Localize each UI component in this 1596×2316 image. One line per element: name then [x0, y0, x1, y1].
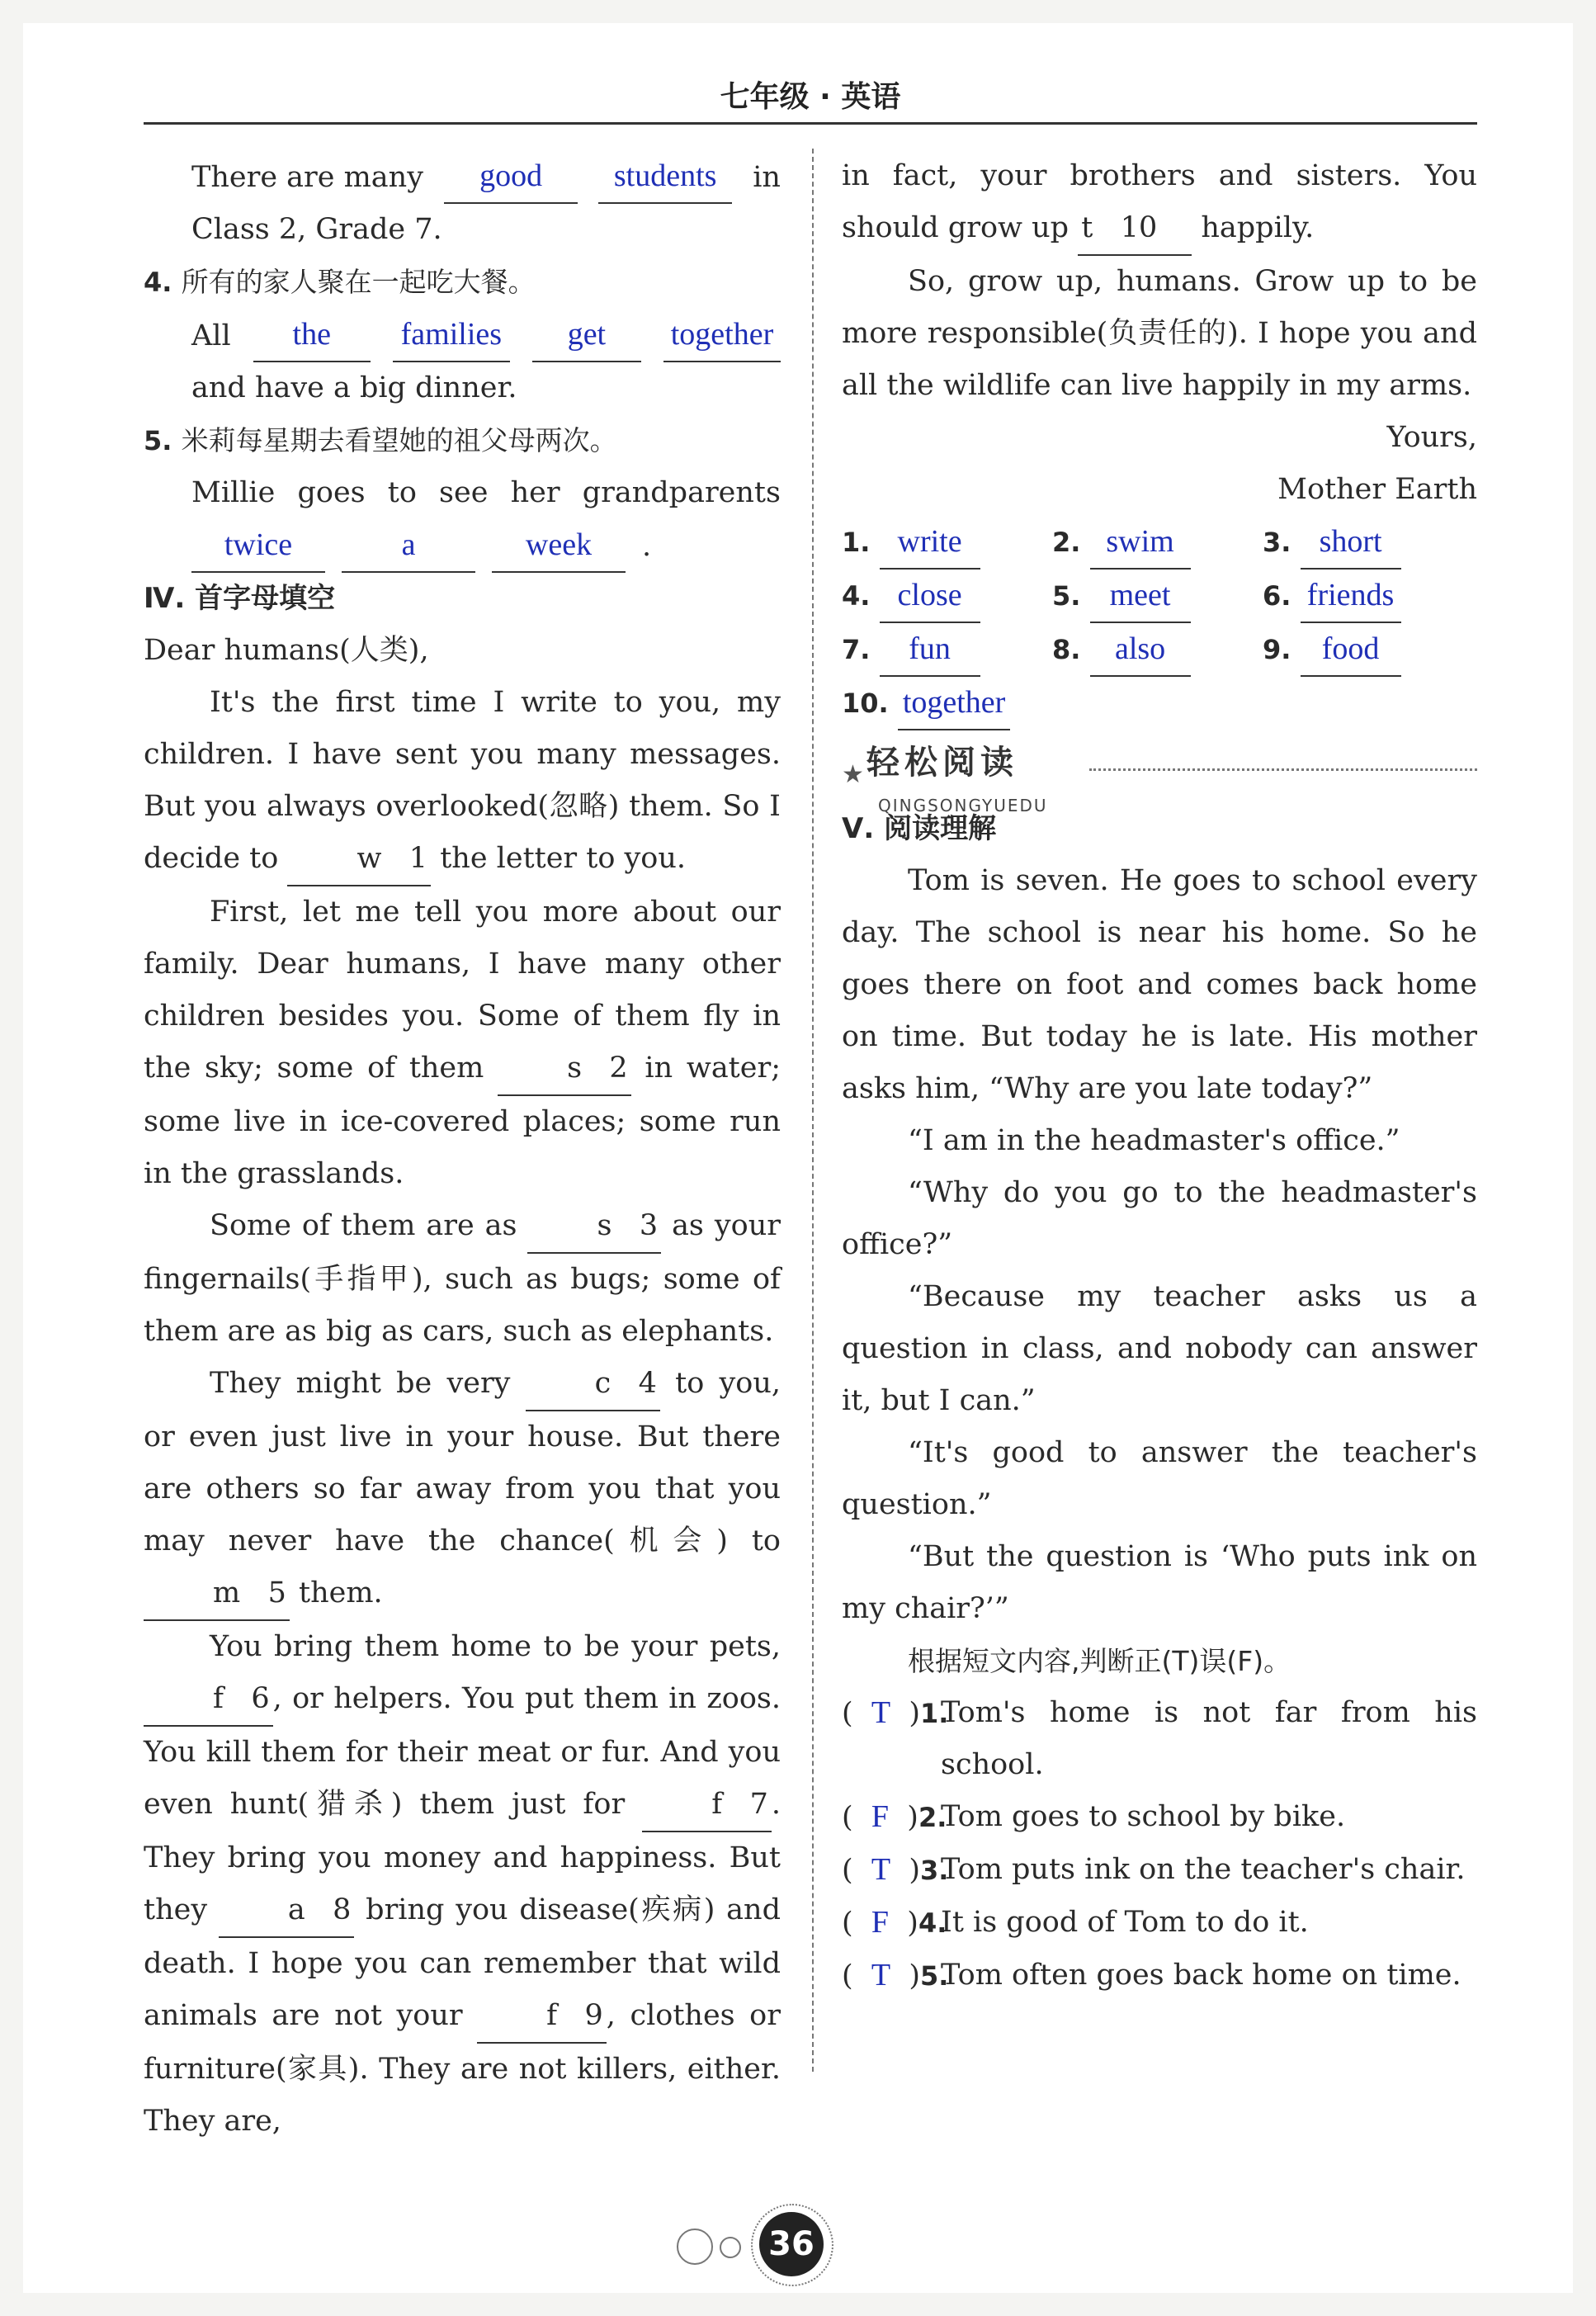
letter-para-1: It's the first time I write to you, my children. I have sent you many messages. But you always overlooked(忽略) them. So I decide to w 1 the letter to you.	[144, 677, 781, 886]
q4-end: and have a big dinner.	[191, 371, 517, 404]
letter-blank-5: m 5	[144, 1567, 290, 1621]
page-header	[144, 74, 1477, 125]
q3-line2: Class 2, Grade 7.	[191, 213, 442, 246]
answer-item: 7. fun	[842, 623, 1052, 677]
answer-blank: good	[444, 150, 578, 204]
story-para-4: “Because my teacher asks us a question in class, and nobody can answer it, but I can.”	[842, 1280, 1477, 1417]
letter-greeting: Dear humans(人类),	[144, 634, 429, 667]
page-number: 36	[759, 2212, 824, 2276]
letter-blank-7: f 7	[642, 1779, 772, 1832]
answer-item: 3. short	[1263, 516, 1477, 570]
answer-blank: students	[598, 150, 732, 204]
q5-line1: Millie goes to see her grandparents	[191, 476, 781, 509]
answer-item: 1. write	[842, 516, 1052, 570]
section-4-title: Ⅳ. 首字母填空	[144, 582, 336, 615]
column-divider	[812, 149, 814, 2072]
letter-blank-6: f 6	[144, 1673, 273, 1727]
q3-line: There are many good students in	[144, 150, 781, 204]
answer-item: 5. meet	[1052, 570, 1263, 623]
story-para-2: “I am in the headmaster's office.”	[908, 1124, 1400, 1157]
story-para-5: “It's good to answer the teacher's question.”	[842, 1436, 1477, 1521]
circle-decoration	[677, 2229, 713, 2265]
answer-blank: families	[393, 309, 510, 362]
q5-prompt: 5. 米莉每星期去看望她的祖父母两次。	[144, 424, 617, 456]
letter-para-5: You bring them home to be your pets, f 6 , or helpers. You put them in zoos. You kill them for their meat or fur. And you even hunt(猎杀) them just for f 7 . They bring you money and happiness. But they a 8 bring you disease(疾病) and death. I hope you can remember that wild animals are not your f 9 , clothes or furniture(家具). They are not killers, either. They are,	[144, 1630, 781, 2138]
story-para-1: Tom is seven. He goes to school every day. The school is near his home. So he goes there on foot and comes back home on time. But today he is late. His mother asks him, “Why are you late today?”	[842, 864, 1477, 1105]
section-5-title: Ⅴ. 阅读理解	[842, 812, 997, 845]
star-icon: ★	[842, 760, 864, 789]
answer-item: 9. food	[1263, 623, 1477, 677]
letter-blank-4: c 4	[526, 1358, 660, 1411]
tf-instruction: 根据短文内容,判断正(T)误(F)。	[908, 1645, 1291, 1677]
tf-item: ( T )1. Tom's home is not far from his school.	[842, 1695, 1477, 1781]
reading-banner	[842, 737, 1477, 815]
letter-para-4: They might be very c 4 to you, or even just live in your house. But there are others so far away from you that you may never have the chance(机会) to m 5 them.	[144, 1358, 781, 1621]
answer-blank: a	[342, 519, 475, 573]
answer-item: 8. also	[1052, 623, 1263, 677]
letter-blank-2: s 2	[498, 1042, 631, 1096]
answer-grid	[842, 516, 1477, 730]
answer-item: 10. together	[842, 677, 1052, 730]
letter-para-3: Some of them are as s 3 as your fingernails(手指甲), such as bugs; some of them are as big as cars, such as elephants.	[144, 1200, 781, 1358]
answer-blank: together	[663, 309, 781, 362]
right-column	[842, 150, 1477, 2002]
answer-item: 2. swim	[1052, 516, 1263, 570]
tf-item: ( T )5. Tom often goes back home on time.	[842, 1958, 1461, 1992]
letter-blank-9: f 9	[477, 1990, 607, 2044]
banner-dotted-line	[1089, 768, 1477, 771]
answer-item: 6. friends	[1263, 570, 1477, 623]
circle-decoration	[720, 2237, 741, 2258]
letter-blank-10: t 10	[1078, 202, 1192, 256]
letter-blank-1: w 1	[287, 833, 431, 886]
answer-blank: get	[532, 309, 641, 362]
answer-blank: the	[253, 309, 371, 362]
story-para-3: “Why do you go to the headmaster's office?”	[842, 1176, 1477, 1261]
q4-answer-line: All the families get together	[144, 309, 781, 362]
letter-closing: Yours,	[1386, 421, 1477, 454]
tf-item: ( F )4. It is good of Tom to do it.	[842, 1905, 1309, 1940]
answer-blank: week	[492, 519, 626, 573]
answer-blank: twice	[191, 519, 325, 573]
letter-signature: Mother Earth	[1277, 473, 1477, 506]
banner-subtitle: QINGSONGYUEDU	[878, 796, 1048, 815]
tf-item: ( T )3. Tom puts ink on the teacher's chair.	[842, 1852, 1466, 1887]
answer-item: 4. close	[842, 570, 1052, 623]
letter-para-6: So, grow up, humans. Grow up to be more responsible(负责任的). I hope you and all the wildlife can live happily in my arms.	[842, 265, 1477, 402]
tf-item: ( F )2. Tom goes to school by bike.	[842, 1799, 1346, 1834]
story-para-6: “But the question is ‘Who puts ink on my chair?’”	[842, 1540, 1477, 1625]
q4-prompt: 4. 所有的家人聚在一起吃大餐。	[144, 266, 536, 298]
letter-para-2: First, let me tell you more about our family. Dear humans, I have many other children besides you. Some of them fly in the sky; some of them s 2 in water; some live in ice-covered places; some run in the grasslands.	[144, 896, 781, 1190]
letter-para-5-continued: in fact, your brothers and sisters. You should grow up t 10 happily.	[842, 150, 1477, 256]
banner-title: 轻松阅读	[866, 744, 1018, 782]
header-title: 七年级 · 英语	[720, 80, 901, 114]
letter-blank-8: a 8	[219, 1884, 355, 1938]
letter-blank-3: s 3	[527, 1200, 661, 1254]
left-column	[144, 150, 781, 2148]
q5-answer-line: twice a week .	[144, 519, 781, 573]
